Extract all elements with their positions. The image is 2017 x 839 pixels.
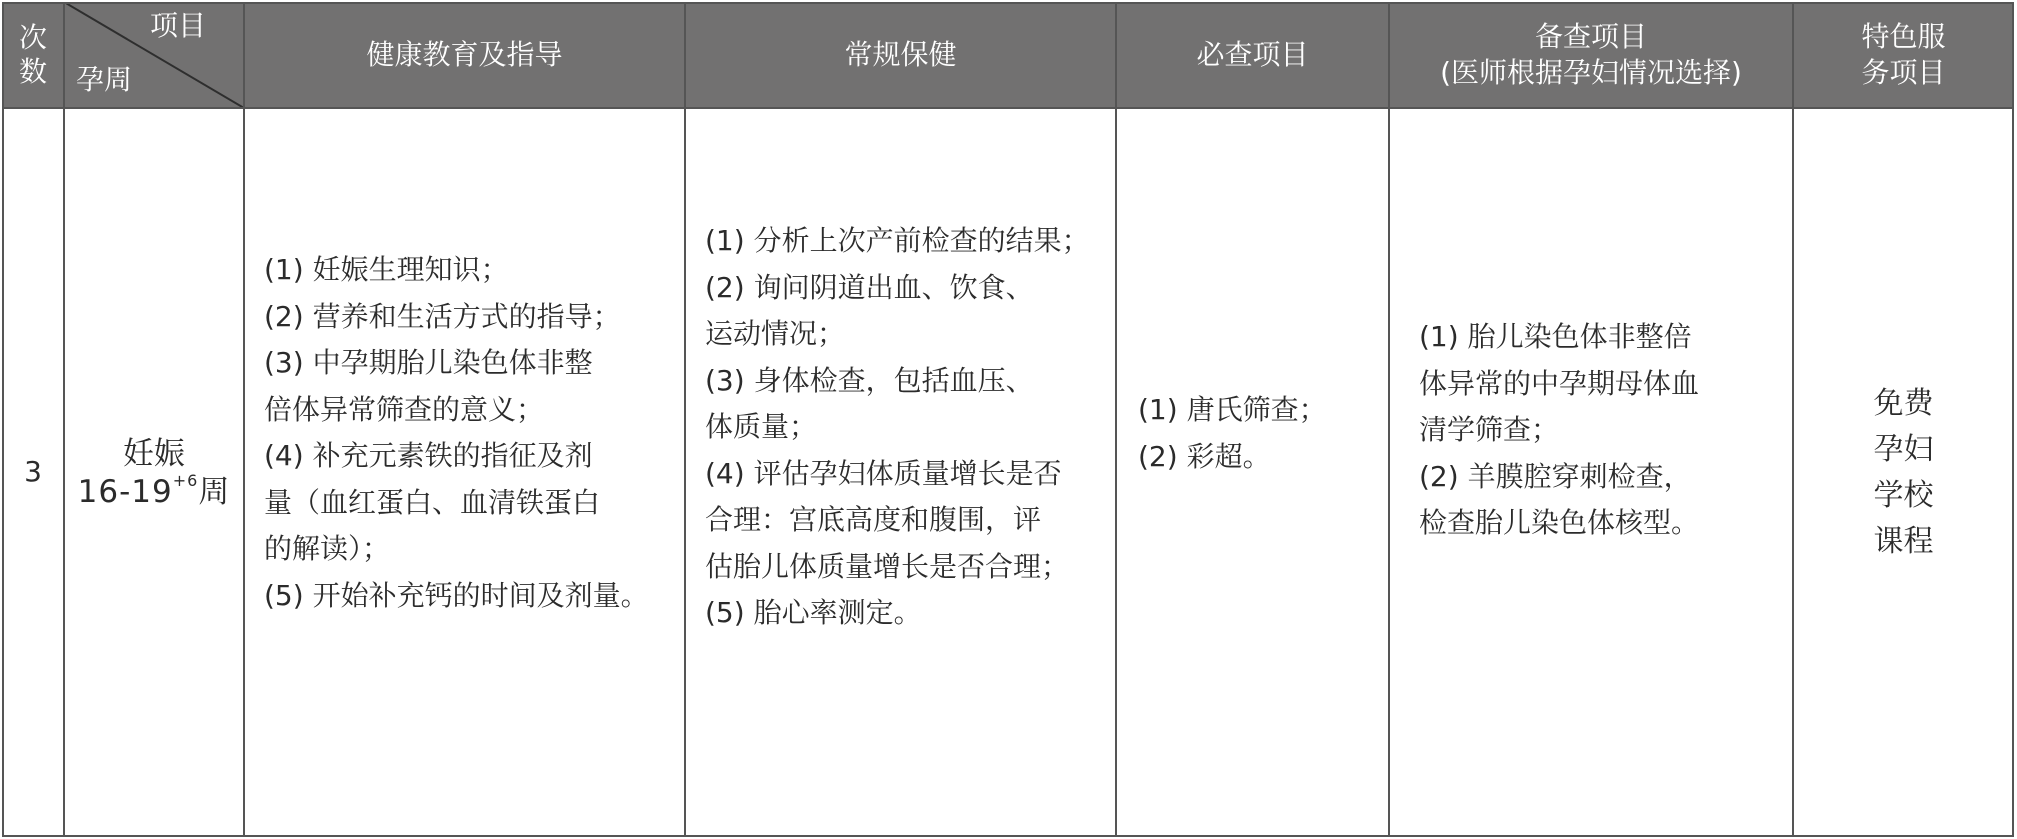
- special-service-list: [1874, 381, 1934, 565]
- special-service-line: 免费: [1873, 385, 1934, 421]
- optional-items-list: [1419, 314, 1699, 547]
- border-left: [2, 2, 4, 837]
- border-col2: [243, 2, 245, 837]
- border-col6: [1792, 2, 1794, 837]
- header-week-label: 孕周: [76, 63, 133, 96]
- header-required-items-label: 必查项目: [1196, 38, 1309, 71]
- required-item-line: (2) 彩超。: [1138, 439, 1271, 473]
- header-required-items: [1116, 2, 1389, 108]
- row-routine-care-cell: [685, 108, 1116, 837]
- header-optional-line1: 备查项目: [1534, 20, 1647, 53]
- header-special-service: [1793, 2, 2014, 108]
- border-col1: [63, 2, 65, 837]
- routine-care-list: [705, 218, 1090, 637]
- header-item-label: 项目: [150, 9, 207, 42]
- optional-item-line: (1) 胎儿染色体非整倍: [1419, 320, 1692, 353]
- row-week-line1: 妊娠: [123, 435, 185, 472]
- border-right: [2012, 2, 2014, 837]
- row-week-unit: 周: [198, 473, 231, 510]
- optional-item-line: (2) 羊膜腔穿刺检查，: [1419, 459, 1692, 493]
- health-education-line: 量（血红蛋白、血清铁蛋白: [264, 485, 601, 519]
- routine-care-line: 体质量；: [705, 410, 818, 443]
- routine-care-line: (1) 分析上次产前检查的结果；: [705, 224, 1090, 257]
- row-week-number: 16-19: [77, 473, 173, 510]
- required-items-list: [1138, 387, 1327, 480]
- row-count-cell: [2, 108, 64, 837]
- required-item-line: (1) 唐氏筛查；: [1138, 393, 1327, 426]
- optional-item-line: 检查胎儿染色体核型。: [1419, 506, 1700, 539]
- routine-care-line: (4) 评估孕妇体质量增长是否: [705, 456, 1062, 490]
- header-health-education-label: 健康教育及指导: [366, 38, 563, 71]
- header-health-education: [244, 2, 685, 108]
- row-optional-items-cell: [1389, 108, 1793, 837]
- row-week-range: [78, 473, 231, 511]
- routine-care-line: (3) 身体检查，包括血压、: [705, 363, 1034, 397]
- health-education-line: 的解读）；: [264, 532, 391, 565]
- prenatal-care-table: [2, 2, 2014, 837]
- header-optional-line2: (医师根据孕妇情况选择): [1440, 56, 1742, 89]
- routine-care-line: 运动情况；: [705, 317, 846, 350]
- row-special-service-cell: [1793, 108, 2014, 837]
- border-bottom: [2, 835, 2014, 837]
- routine-care-line: (5) 胎心率测定。: [705, 596, 922, 629]
- header-special-line2: 务项目: [1861, 56, 1946, 89]
- header-diagonal: [64, 2, 244, 108]
- row-week-cell: [64, 108, 244, 837]
- header-optional-items: [1389, 2, 1793, 108]
- health-education-line: (2) 营养和生活方式的指导；: [264, 299, 621, 333]
- health-education-list: [264, 247, 649, 619]
- special-service-line: 课程: [1873, 523, 1934, 559]
- border-col3: [684, 2, 686, 837]
- health-education-line: (5) 开始补充钙的时间及剂量。: [264, 578, 649, 612]
- optional-item-line: 清学筛查；: [1419, 413, 1560, 446]
- row-week-sup: +6: [172, 471, 199, 491]
- optional-item-line: 体异常的中孕期母体血: [1419, 366, 1700, 400]
- routine-care-line: 合理：宫底高度和腹围，评: [705, 503, 1042, 536]
- header-special-line1: 特色服: [1861, 20, 1946, 53]
- routine-care-line: (2) 询问阴道出血、饮食、: [705, 270, 1034, 304]
- border-col4: [1115, 2, 1117, 837]
- row-required-items-cell: [1116, 108, 1389, 837]
- health-education-line: (4) 补充元素铁的指征及剂: [264, 439, 593, 472]
- row-health-education-cell: [244, 108, 685, 837]
- row-count: 3: [24, 455, 42, 489]
- header-count-line2: 数: [18, 55, 47, 88]
- special-service-line: 学校: [1873, 477, 1934, 513]
- header-routine-care-label: 常规保健: [844, 38, 957, 71]
- border-top: [2, 2, 2014, 4]
- special-service-line: 孕妇: [1873, 431, 1934, 467]
- header-routine-care: [685, 2, 1116, 108]
- border-col5: [1388, 2, 1390, 837]
- header-count: [2, 2, 64, 108]
- routine-care-line: 估胎儿体质量增长是否合理；: [705, 549, 1070, 583]
- health-education-line: (1) 妊娠生理知识；: [264, 253, 509, 286]
- health-education-line: (3) 中孕期胎儿染色体非整: [264, 346, 593, 379]
- health-education-line: 倍体异常筛查的意义；: [264, 392, 545, 426]
- header-count-line1: 次: [18, 21, 47, 54]
- border-header-bottom: [2, 107, 2014, 109]
